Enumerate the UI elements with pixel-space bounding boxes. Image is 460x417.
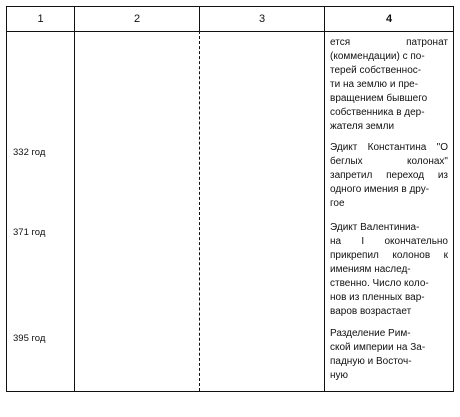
column-header-2: 2: [133, 13, 141, 25]
year-label: 332 год: [13, 147, 46, 158]
year-label: 371 год: [13, 227, 46, 238]
column-header-4: 4: [385, 13, 393, 25]
event-text: ется патронат (коммендации) с по- терей собственнос- ти на землю и пре- вращением бывшего собственника в дер- жателя земли: [330, 37, 448, 132]
year-label: 395 год: [13, 333, 46, 344]
event-text: Разделение Рим- ской империи на За- падную и Восточ- ную: [330, 328, 426, 381]
column-divider: [74, 7, 75, 391]
column-divider: [199, 7, 200, 31]
column-header-1: 1: [37, 13, 44, 25]
column-header-3: 3: [258, 13, 266, 25]
event-text: Эдикт Константина "О беглых колонах" запретил переход из одного имения в дру- гое: [330, 142, 448, 209]
column-divider: [324, 7, 325, 391]
event-text: Эдикт Валентиниа- на I окончательно прикрепил колонов к имениям наслед- ственно. Число коло- нов из пленных вар- варов возрастает: [330, 222, 448, 317]
column-divider-dashed: [199, 31, 200, 391]
history-table: [6, 6, 454, 392]
